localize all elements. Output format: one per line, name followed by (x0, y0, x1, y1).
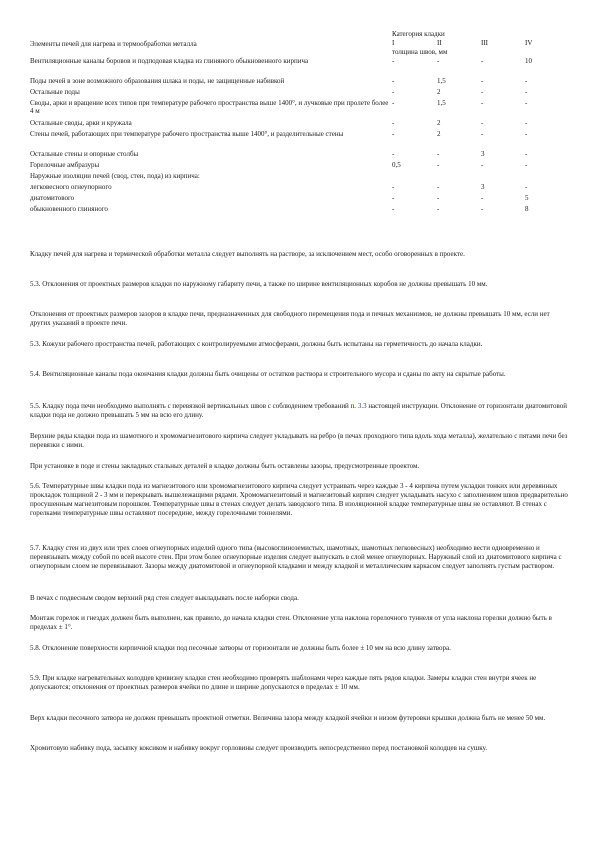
table-row (30, 183, 570, 194)
joint-thickness-cat-1: - (392, 130, 395, 138)
joint-thickness-cat-4: - (525, 161, 528, 169)
paragraph: Верхние ряды кладки пода из шамотного и хромомагнезитового кирпича следует укладывать на ребро (в печах проходного типа вдоль хода металла), желательно с пятами печи без перевязки с ними. (30, 432, 568, 449)
joint-thickness-cat-1: - (392, 77, 395, 85)
joint-thickness-cat-2: 2 (437, 88, 441, 96)
row-label: Поды печей в зоне возможного образования шлака и поды, не защищенные набивкой (30, 77, 285, 85)
joint-thickness-cat-3: - (481, 205, 484, 213)
paragraph-text: 5.5. Кладку пода печи необходимо выполнять с перевязкой вертикальных швов с соблюдением требований п. (30, 402, 358, 410)
table-row (30, 130, 570, 150)
joint-thickness-cat-3: - (481, 194, 484, 202)
paragraph: 5.9. При кладке нагревательных колодцев кривизну кладки стен необходимо проверять шаблонами через каждые пять рядов кладки. Замеры кладки стен внутри ячеек не допускаются; отклонения от проектных размеров ячейки по длине и ширине допускаются в пределах ± 10 мм. (30, 674, 537, 691)
joint-thickness-cat-2: 1,5 (437, 99, 446, 107)
joint-thickness-cat-3 (481, 172, 525, 183)
joint-thickness-cat-1: - (392, 119, 395, 127)
joint-thickness-cat-3: 3 (481, 150, 485, 158)
row-label: Своды, арки и вращение всех типов при температуре рабочего пространства выше 1400°, и лучковые при пролете более 4 м (30, 99, 389, 115)
joint-thickness-cat-4: 5 (525, 194, 529, 202)
joint-thickness-cat-2: - (437, 194, 440, 202)
joint-thickness-cat-2: - (437, 183, 440, 191)
header-roman-1: I (392, 39, 395, 47)
table-row (30, 88, 570, 99)
joint-thickness-cat-1: - (392, 57, 395, 65)
joint-thickness-cat-1: - (392, 88, 395, 96)
paragraph: В печах с подвесным сводом верхний ряд стен следует выкладывать после наборки свода. (30, 594, 299, 602)
table-row (30, 150, 570, 161)
row-label: обыкновенного глиняного (30, 205, 108, 213)
row-label: диатомитового (30, 194, 75, 202)
joint-thickness-cat-1: - (392, 205, 395, 213)
joint-thickness-cat-4: 10 (525, 57, 532, 65)
joint-thickness-cat-3: - (481, 99, 484, 107)
masonry-joint-table (30, 30, 570, 216)
joint-thickness-cat-4: - (525, 99, 528, 107)
joint-thickness-cat-3: - (481, 77, 484, 85)
table-row (30, 57, 570, 77)
row-label: Остальные стены и опорные столбы (30, 150, 139, 158)
row-label: Горелочные амбразуры (30, 161, 100, 169)
header-roman-3: III (481, 39, 488, 47)
joint-thickness-cat-3: - (481, 161, 484, 169)
row-label: Остальные поды (30, 88, 80, 96)
joint-thickness-cat-3: - (481, 57, 484, 65)
joint-thickness-cat-2: 2 (437, 119, 441, 127)
paragraph: Хромитовую набивку пода, засыпку коксиком и набивку вокруг горловины следует производить непосредственно перед постановкой колодцев на сушку. (30, 744, 488, 752)
joint-thickness-cat-1 (392, 172, 437, 183)
joint-thickness-cat-3: - (481, 88, 484, 96)
row-label: Остальные своды, арки и кружала (30, 119, 132, 127)
table-row (30, 161, 570, 172)
joint-thickness-cat-2: - (437, 57, 440, 65)
paragraph: Отклонения от проектных размеров зазоров в кладке печи, предназначенных для свободного перемещения пода и печных механизмов, не должны превышать 10 мм, если нет других указаний в проекте печи. (30, 310, 550, 327)
joint-thickness-cat-1: 0,5 (392, 161, 401, 169)
joint-thickness-cat-2: - (437, 205, 440, 213)
paragraph: При установке в поде и стены закладных стальных деталей в кладке должны быть оставлены зазоры, предусмотренные проектом. (30, 462, 420, 470)
table-row (30, 205, 570, 216)
joint-thickness-cat-4: - (525, 183, 528, 191)
joint-thickness-cat-4: - (525, 130, 528, 138)
paragraph-with-reference (30, 402, 568, 420)
joint-thickness-cat-2: 2 (437, 130, 441, 138)
table-row (30, 194, 570, 205)
joint-thickness-cat-1: - (392, 150, 395, 158)
table-row (30, 99, 570, 119)
paragraph: 5.7. Кладку стен из двух или трех слоев огнеупорных изделий одного типа (высокоглиноземистых, шамотных, шамотных легковесных) необходимо вести одновременно и перевязывать между собой по всей высоте стен. При этом более огнеупорные изделия следует выпускать в слой менее огнеупорных. Наружный слой из диатомитового кирпича с огнеупорным слоем не перевязывают. Зазоры между диатомитовой и огнеупорной кладками и между кладкой и металлическим каркасом следует заполнять густым раствором. (30, 544, 562, 570)
joint-thickness-cat-4 (525, 172, 570, 183)
joint-thickness-cat-4: - (525, 150, 528, 158)
joint-thickness-cat-1: - (392, 99, 395, 107)
joint-thickness-cat-4: - (525, 88, 528, 96)
header-thickness-label: толщина швов, мм (392, 48, 448, 56)
joint-thickness-cat-2: - (437, 161, 440, 169)
clause-link[interactable]: 3.3 (357, 402, 367, 410)
header-roman-2: II (437, 39, 442, 47)
table-header-row-1 (30, 30, 570, 39)
header-category-title: Категория кладки (392, 30, 445, 38)
joint-thickness-cat-3: - (481, 130, 484, 138)
joint-thickness-cat-4: 8 (525, 205, 529, 213)
joint-thickness-cat-3: 3 (481, 183, 485, 191)
paragraph: Кладку печей для нагрева и термической обработки металла следует выполнять на растворе, за исключением мест, особо оговоренных в проекте. (30, 250, 465, 258)
row-label: Вентиляционные каналы боровов и подподовая кладка из глиняного обыкновенного кирпича (30, 57, 309, 65)
paragraph: Монтаж горелок и гнездах должен быть выполнен, как правило, до начала кладки стен. Отклонение угла наклона горелочного туннеля от угла наклона горелки должно быть в пределах ± 1°. (30, 614, 552, 631)
paragraph: 5.4. Вентиляционные каналы пода окончания кладки должны быть очищены от остатков раствора и строительного мусора и сданы по акту на скрытые работы. (30, 370, 506, 378)
table-row (30, 77, 570, 88)
paragraph: Верх кладки песочного затвора не должен превышать проектной отметки. Величина зазора между кладкой ячейки и низом футеровки крышки должна быть не менее 50 мм. (30, 714, 546, 722)
joint-thickness-cat-4: - (525, 77, 528, 85)
paragraph: 5.8. Отклонение поверхности кирпичной кладки под песочные затворы от горизонтали не должны быть более ± 10 мм на всю длину затвора. (30, 644, 451, 652)
paragraph-text: настоящей инструкции. Отклонение от горизонтали диатомитовой кладки пода не должно превышать 5 мм на всю его длину. (30, 402, 567, 419)
paragraph: 5.6. Температурные швы кладки пода из магнезитового или хромомагнезитового кирпича следует устраивать через каждые 3 - 4 кирпича путем укладки тонких или деревянных прокладок толщиной 2 - 3 мм и перекрывать вышележащими рядами. Хромомагнезитовый и магнезитовый кирпич следует укладывать насухо с заполнением швов предварительно просушенным магнезитовым порошком. Температурные швы в стенах следует делать заводского типа. В изоляционной кладке температурные швы не оставляют. В стенах с горелками температурные швы оставляют посередине, между горелочными тоннелями. (30, 482, 568, 517)
joint-thickness-cat-4: - (525, 119, 528, 127)
table-row (30, 172, 570, 183)
header-elements-column: Элементы печей для нагрева и термообработки металла (30, 39, 197, 48)
header-roman-4: IV (525, 39, 533, 47)
paragraph: 5.3. Кожухи рабочего пространства печей, работающих с контролируемыми атмосферами, должны быть испытаны на герметичность до начала кладки. (30, 340, 483, 348)
paragraph: 5.3. Отклонения от проектных размеров кладки по наружному габариту печи, а также по ширине вентиляционных коробов не должны превышать 10 мм. (30, 280, 488, 288)
joint-thickness-cat-2 (437, 172, 481, 183)
row-label: Наружные изоляции печей (свод, стен, пода) из кирпича: (30, 172, 200, 180)
joint-thickness-cat-1: - (392, 194, 395, 202)
joint-thickness-cat-3: - (481, 119, 484, 127)
table-row (30, 119, 570, 130)
joint-thickness-cat-2: - (437, 150, 440, 158)
row-label: легковесного огнеупорного (30, 183, 112, 191)
row-label: Стены печей, работающих при температуре рабочего пространства выше 1400°, и разделительные стены (30, 130, 344, 138)
joint-thickness-cat-1: - (392, 183, 395, 191)
joint-thickness-cat-2: 1,5 (437, 77, 446, 85)
